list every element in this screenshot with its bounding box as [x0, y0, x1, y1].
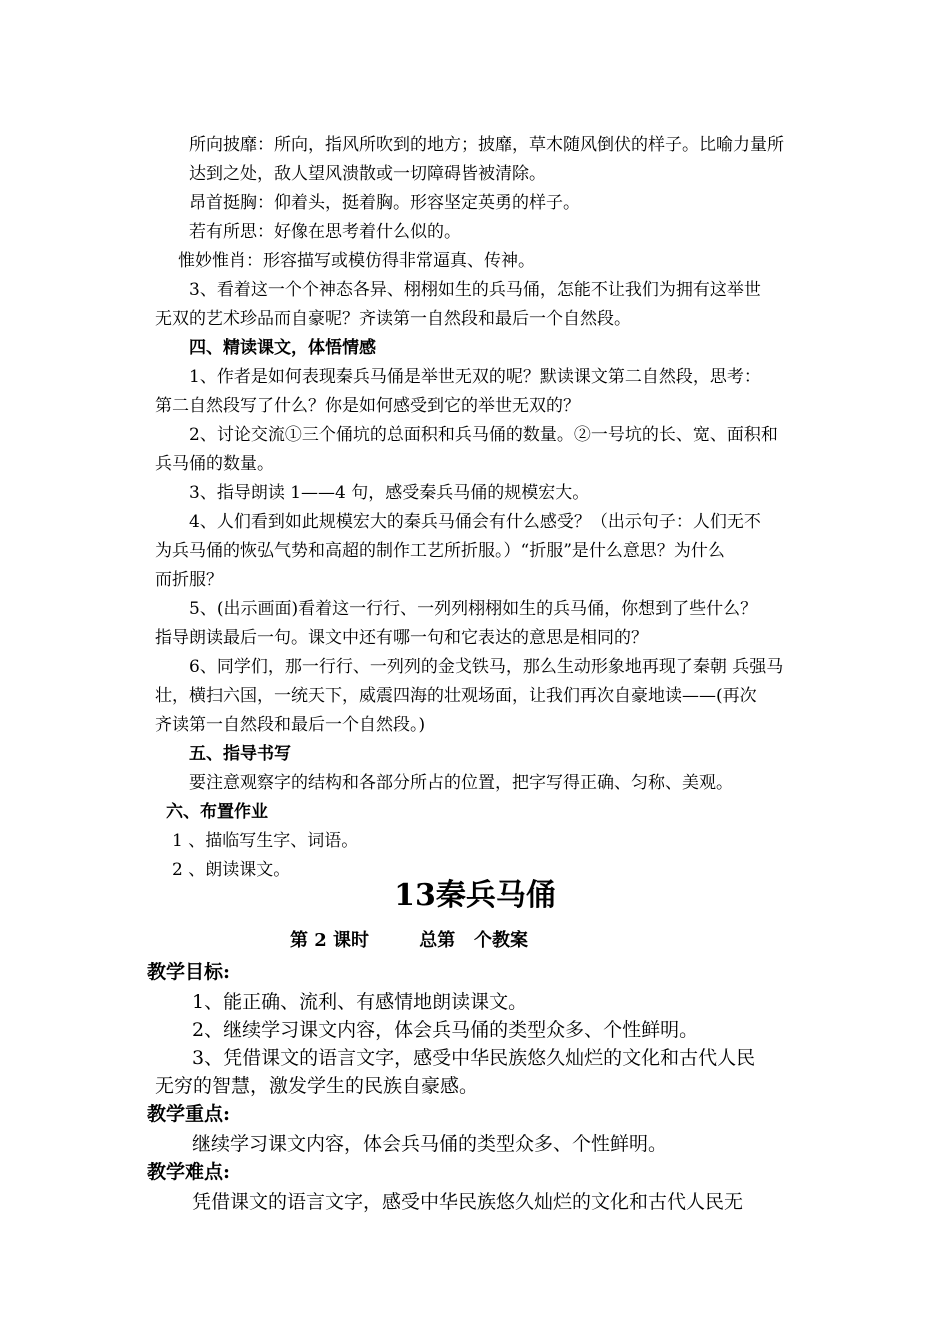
difficulty-text: 凭借课文的语言文字，感受中华民族悠久灿烂的文化和古代人民无 [192, 1191, 744, 1213]
paragraph-line: 壮，横扫六国，一统天下，威震四海的壮观场面，让我们再次自豪地读——(再次 [155, 686, 757, 706]
paragraph-line: 5、(出示画面)看着这一行行、一列列栩栩如生的兵马俑，你想到了些什么？ [189, 599, 758, 619]
vocab-line: 所向披靡：所向，指风所吹到的地方；披靡，草木随风倒伏的样子。比喻力量所 [189, 135, 784, 155]
paragraph-line: 兵马俑的数量。 [155, 454, 274, 474]
list-item: 1 、描临写生字、词语。 [172, 831, 359, 851]
key-label: 教学重点: [147, 1103, 231, 1125]
section-heading: 六、布置作业 [166, 802, 268, 822]
lesson-subtitle: 第 2 课时 总第 个教案 [290, 930, 528, 951]
paragraph-line: 3、看着这一个个神态各异、栩栩如生的兵马俑，怎能不让我们为拥有这举世 [189, 280, 761, 300]
paragraph-line: 无双的艺术珍品而自豪呢？齐读第一自然段和最后一个自然段。 [155, 309, 631, 329]
paragraph-line: 2、讨论交流①三个俑坑的总面积和兵马俑的数量。②一号坑的长、宽、面积和 [189, 425, 778, 445]
goal-line: 无穷的智慧，激发学生的民族自豪感。 [155, 1075, 479, 1097]
paragraph-line: 要注意观察字的结构和各部分所占的位置，把字写得正确、匀称、美观。 [189, 773, 733, 793]
paragraph-line: 6、同学们，那一行行、一列列的金戈铁马，那么生动形象地再现了秦朝 兵强马 [189, 657, 784, 677]
vocab-line: 达到之处，敌人望风溃散或一切障碍皆被清除。 [189, 164, 546, 184]
paragraph-line: 4、人们看到如此规模宏大的秦兵马俑会有什么感受？（出示句子：人们无不 [189, 512, 761, 532]
goal-line: 2、继续学习课文内容，体会兵马俑的类型众多、个性鲜明。 [192, 1019, 699, 1041]
section-heading: 五、指导书写 [189, 744, 291, 764]
vocab-line: 惟妙惟肖：形容描写或模仿得非常逼真、传神。 [178, 251, 535, 271]
key-text: 继续学习课文内容，体会兵马俑的类型众多、个性鲜明。 [192, 1133, 668, 1155]
goals-label: 教学目标: [147, 961, 231, 983]
vocab-line: 若有所思：好像在思考着什么似的。 [189, 222, 461, 242]
paragraph-line: 1、作者是如何表现秦兵马俑是举世无双的呢？默读课文第二自然段，思考： [189, 367, 761, 387]
list-item: 2 、朗读课文。 [172, 860, 291, 880]
paragraph-line: 指导朗读最后一句。课文中还有哪一句和它表达的意思是相同的？ [155, 628, 648, 648]
goal-line: 1、能正确、流利、有感情地朗读课文。 [192, 991, 528, 1013]
lesson-title: 13秦兵马俑 [394, 878, 556, 913]
vocab-line: 昂首挺胸：仰着头，挺着胸。形容坚定英勇的样子。 [189, 193, 580, 213]
paragraph-line: 3、指导朗读 1——4 句，感受秦兵马俑的规模宏大。 [189, 483, 590, 503]
section-heading: 四、精读课文，体悟情感 [189, 338, 376, 358]
paragraph-line: 第二自然段写了什么？你是如何感受到它的举世无双的？ [155, 396, 580, 416]
paragraph-line: 而折服？ [155, 570, 223, 590]
paragraph-line: 齐读第一自然段和最后一个自然段。) [155, 715, 426, 735]
paragraph-line: 为兵马俑的恢弘气势和高超的制作工艺所折服。）“折服”是什么意思？为什么 [155, 541, 725, 561]
difficulty-label: 教学难点: [147, 1161, 231, 1183]
goal-line: 3、凭借课文的语言文字，感受中华民族悠久灿烂的文化和古代人民 [192, 1047, 756, 1069]
